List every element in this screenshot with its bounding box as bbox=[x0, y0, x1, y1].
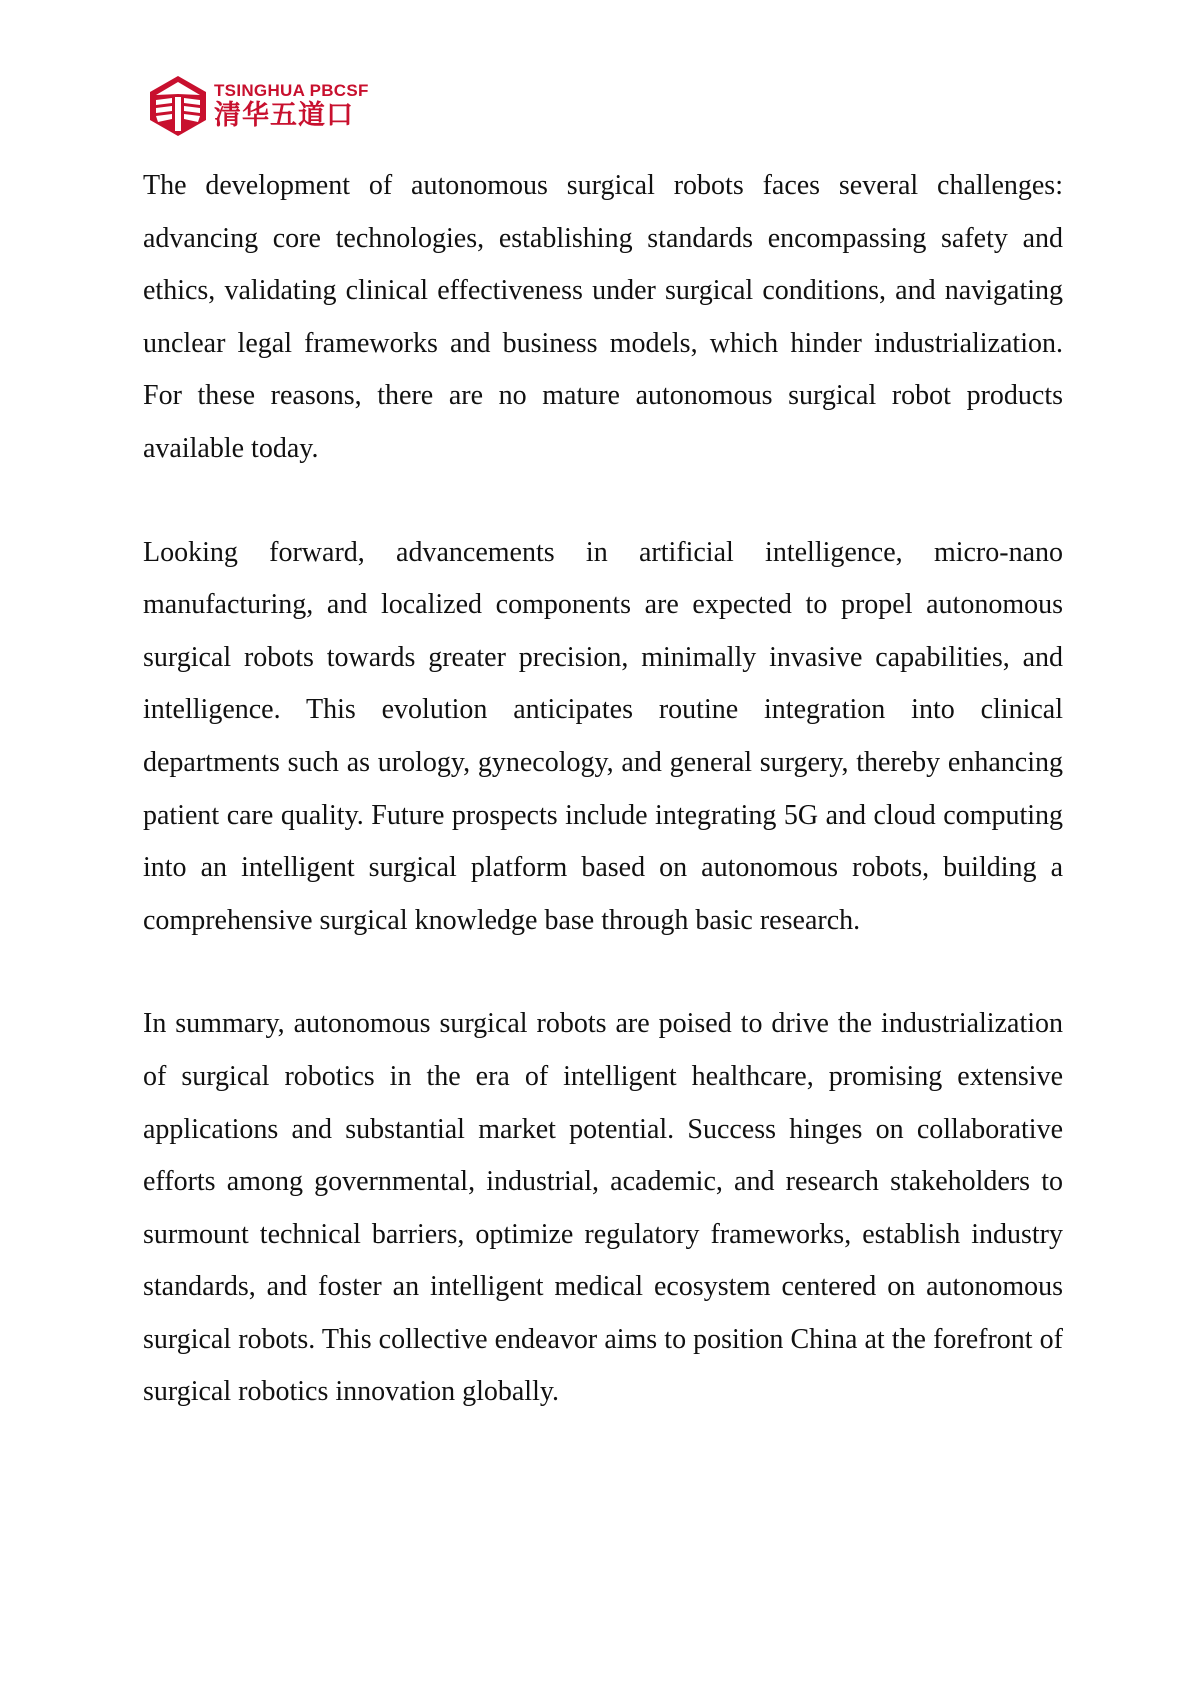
page-header bbox=[148, 74, 369, 138]
logo-name-english: TSINGHUA PBCSF bbox=[214, 81, 369, 100]
logo-text bbox=[214, 81, 369, 131]
tsinghua-pbcsf-logo-icon bbox=[148, 74, 208, 138]
document-body bbox=[143, 160, 1063, 1470]
paragraph-outlook: Looking forward, advancements in artificial intelligence, micro-nano manufacturing, and localized components are expected to propel autonomous surgical robots towards greater precision, minimally invasive capabilities, and intelligence. This evolution anticipates routine integration into clinical departments such as urology, gynecology, and general surgery, thereby enhancing patient care quality. Future prospects include integrating 5G and cloud computing into an intelligent surgical platform based on autonomous robots, building a comprehensive surgical knowledge base through basic research. bbox=[143, 536, 1063, 936]
paragraph-summary: In summary, autonomous surgical robots are poised to drive the industrialization of surgical robotics in the era of intelligent healthcare, promising extensive applications and substantial market potential. Success hinges on collaborative efforts among governmental, industrial, academic, and research stakeholders to surmount technical barriers, optimize regulatory frameworks, establish industry standards, and foster an intelligent medical ecosystem centered on autonomous surgical robots. This collective endeavor aims to position China at the forefront of surgical robotics innovation globally. bbox=[143, 1008, 1063, 1408]
logo-name-chinese: 清华五道口 bbox=[214, 100, 354, 131]
paragraph-challenges: The development of autonomous surgical robots faces several challenges: advancing core technologies, establishing standards encompassing safety and ethics, validating clinical effectiveness under surgical conditions, and navigating unclear legal frameworks and business models, which hinder industrialization. For these reasons, there are no mature autonomous surgical robot products available today. bbox=[143, 170, 1063, 464]
